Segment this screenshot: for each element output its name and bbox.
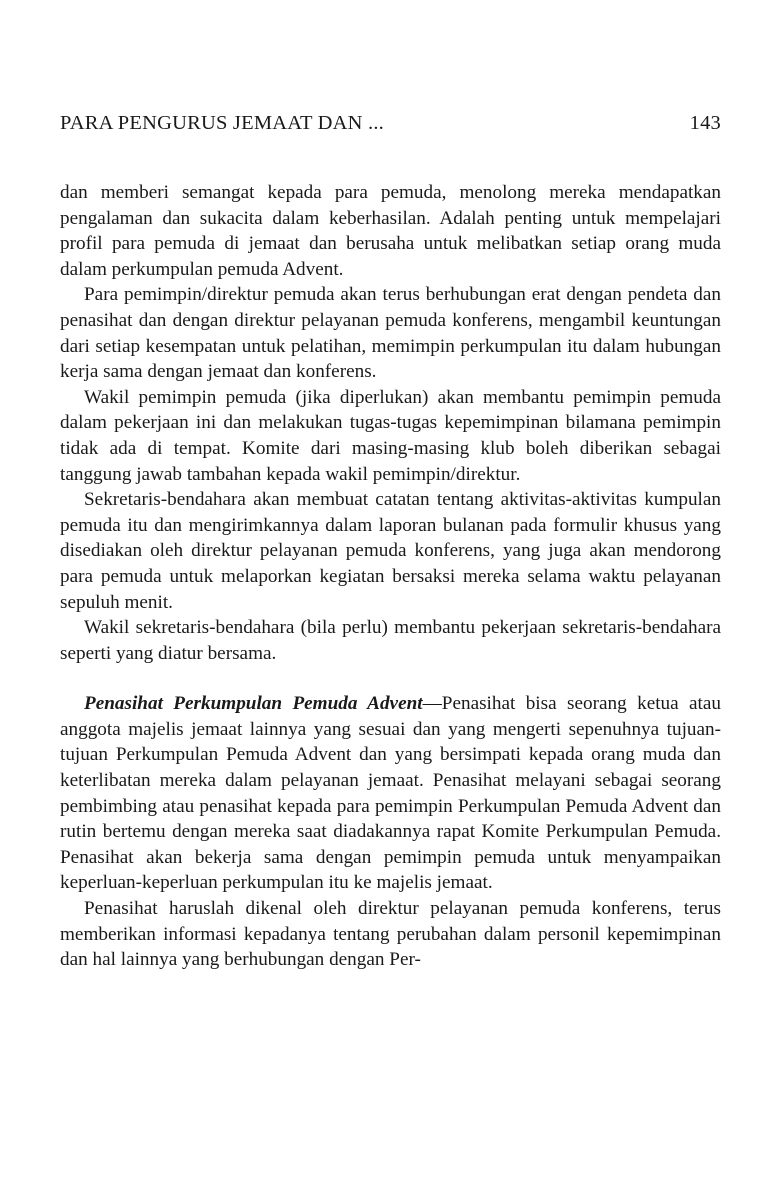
running-header	[60, 112, 721, 144]
sponsor-text: —Penasihat bisa seorang ketua atau anggota majelis jemaat lainnya yang sesuai dan yang mengerti sepenuhnya tujuan-tujuan Perkumpulan Pemuda Advent dan yang bersimpati kepada orang muda dan keterlibatan mereka dalam pelayanan jemaat. Penasihat melayani sebagai seorang pembimbing atau penasihat kepada para pemimpin Perkumpulan Pemuda Advent dan rutin bertemu dengan mereka saat diadakannya rapat Komite Perkumpulan Pemuda. Penasihat akan bekerja sama dengan pemimpin pemuda untuk menyampaikan keperluan-keperluan perkumpulan itu ke majelis jemaat.	[60, 693, 722, 894]
paragraph-assistant-leader: Wakil pemimpin pemuda (jika diperlukan) akan membantu pemimpin pemuda dalam pekerjaan ini dan melakukan tugas-tugas kepemimpinan bilamana pemimpin tidak ada di tempat. Komite dari masing-masing klub boleh diberikan sebagai tanggung jawab tambahan kepada wakil pemimpin/direktur.	[60, 386, 721, 485]
paragraph-secretary-treasurer: Sekretaris-bendahara akan membuat catatan tentang aktivitas-aktivitas kumpulan pemuda itu dan mengirimkannya dalam laporan bulanan pada formulir khusus yang disediakan oleh direktur pelayanan pemuda konferens, yang juga akan mendorong para pemuda untuk melaporkan kegiatan bersaksi mereka selama waktu pelayanan sepuluh menit.	[60, 489, 721, 613]
book-page	[60, 112, 721, 973]
paragraph-assistant-secretary: Wakil sekretaris-bendahara (bila perlu) membantu pekerjaan sekretaris-bendahara seperti yang diatur bersama.	[60, 617, 721, 664]
section-lead-heading: Penasihat Perkumpulan Pemuda Advent	[84, 693, 423, 715]
paragraph-youth-leaders: Para pemimpin/direktur pemuda akan terus berhubungan erat dengan pendeta dan penasihat dan dengan direktur pelayanan pemuda konferens, mengambil keuntungan dari setiap kesempatan untuk pelatihan, memimpin perkumpulan itu dalam hubungan kerja sama dengan jemaat dan konferens.	[60, 284, 721, 383]
paragraph-continuation: dan memberi semangat kepada para pemuda, menolong mereka mendapatkan pengalaman dan sukacita dalam keberhasilan. Adalah penting untuk mempelajari profil para pemuda di jemaat dan berusaha untuk melibatkan setiap orang muda dalam perkumpulan pemuda Advent.	[60, 182, 721, 280]
running-title: PARA PENGURUS JEMAAT DAN ...	[60, 112, 384, 134]
paragraph-sponsor-known: Penasihat haruslah dikenal oleh direktur pelayanan pemuda konferens, terus memberikan informasi kepadanya tentang perubahan dalam personil kepemimpinan dan hal lainnya yang berhubungan dengan Per-	[60, 898, 721, 971]
body-text	[60, 180, 721, 973]
paragraph-sponsor	[60, 691, 721, 896]
page-number: 143	[689, 112, 721, 134]
